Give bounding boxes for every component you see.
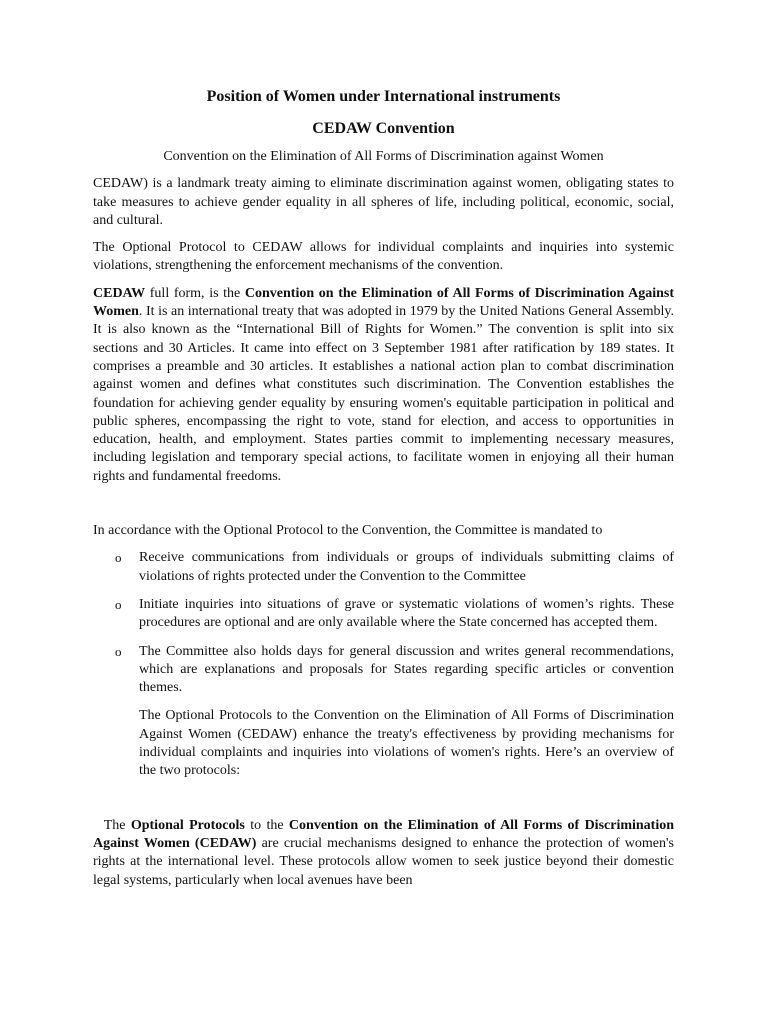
text-segment: to the bbox=[244, 817, 289, 833]
list-item-text: Receive communications from individuals or groups of individuals submitting claims of violations of rights protected under the Convention to the Committee bbox=[139, 550, 674, 584]
paragraph-optional-protocol: The Optional Protocol to CEDAW allows for individual complaints and inquiries into systemic violations, strengthening the enforcement mechanisms of the convention. bbox=[93, 240, 674, 274]
text-segment: are crucial mechanisms designed to enhance the protection of women's rights at the international level. These protocols allow women to seek justice beyond their domestic legal systems, particularly when local avenues have been bbox=[93, 835, 678, 888]
mandate-list bbox=[93, 549, 674, 697]
list-item-text: Initiate inquiries into situations of grave or systematic violations of women’s rights. These procedures are optional and are only available where the State concerned has accepted them. bbox=[139, 596, 674, 631]
list-item bbox=[93, 596, 674, 633]
text-segment: The bbox=[93, 817, 131, 833]
paragraph-intro: CEDAW) is a landmark treaty aiming to eliminate discrimination against women, obligating states to take measures to achieve gender equality in all spheres of life, including political, economic, social, and cultural. bbox=[93, 176, 674, 228]
bold-cedaw: CEDAW bbox=[93, 285, 146, 301]
bullet-marker: o bbox=[115, 643, 122, 659]
list-item-text: The Committee also holds days for general discussion and writes general recommendations, which are explanations and proposals for States regarding specific articles or convention themes. bbox=[139, 643, 674, 696]
document-title: Position of Women under International instruments bbox=[206, 88, 561, 105]
spacer bbox=[93, 495, 674, 522]
bold-optional-protocols: Optional Protocols bbox=[130, 817, 245, 833]
paragraph-protocols-overview: The Optional Protocols to the Convention on the Elimination of All Forms of Discrimination Against Women (CEDAW) enhance the treaty's effectiveness by providing mechanisms for individual complaints and inquiries into violations of women's rights. Here’s an overview of the two protocols: bbox=[139, 708, 674, 779]
text-segment: . It is an international treaty that was adopted in 1979 by the United Nations General Assembly. It is also known as the “International Bill of Rights for Women.” The convention is split into six sections and 30 Articles. It came into effect on 3 September 1981 after ratification by 189 states. It comprises a preamble and 30 articles. It establishes a national action plan to combat discrimination against women and defines what constitutes such discrimination. The Convention establishes the foundation for achieving gender equality by ensuring women's equitable participation in political and public spheres, encompassing the right to vote, stand for election, and access to opportunities in education, health, and employment. States parties commit to implementing necessary measures, including legislation and temporary special actions, to facilitate women in enjoying all their human rights and fundamental freedoms. bbox=[93, 304, 674, 484]
paragraph-cedaw-full-form bbox=[93, 285, 674, 486]
paragraph-optional-protocols bbox=[93, 817, 678, 890]
paragraph-committee-mandate: In accordance with the Optional Protocol to the Convention, the Committee is mandated to bbox=[93, 523, 603, 539]
bullet-marker: o bbox=[115, 596, 122, 612]
document-subtitle: CEDAW Convention bbox=[312, 120, 455, 137]
bold-convention-cedaw: Convention on the Elimination of All Forms of Discrimination Against Women (CEDAW) bbox=[93, 817, 677, 851]
text-segment: full form, is the bbox=[145, 285, 245, 301]
list-item bbox=[93, 643, 674, 698]
bold-convention-name: Convention on the Elimination of All Forms of Discrimination Against Women bbox=[93, 285, 674, 320]
spacer bbox=[93, 790, 674, 817]
convention-full-name: Convention on the Elimination of All Forms of Discrimination against Women bbox=[163, 149, 604, 164]
bullet-marker: o bbox=[115, 550, 122, 566]
list-item bbox=[93, 549, 674, 586]
